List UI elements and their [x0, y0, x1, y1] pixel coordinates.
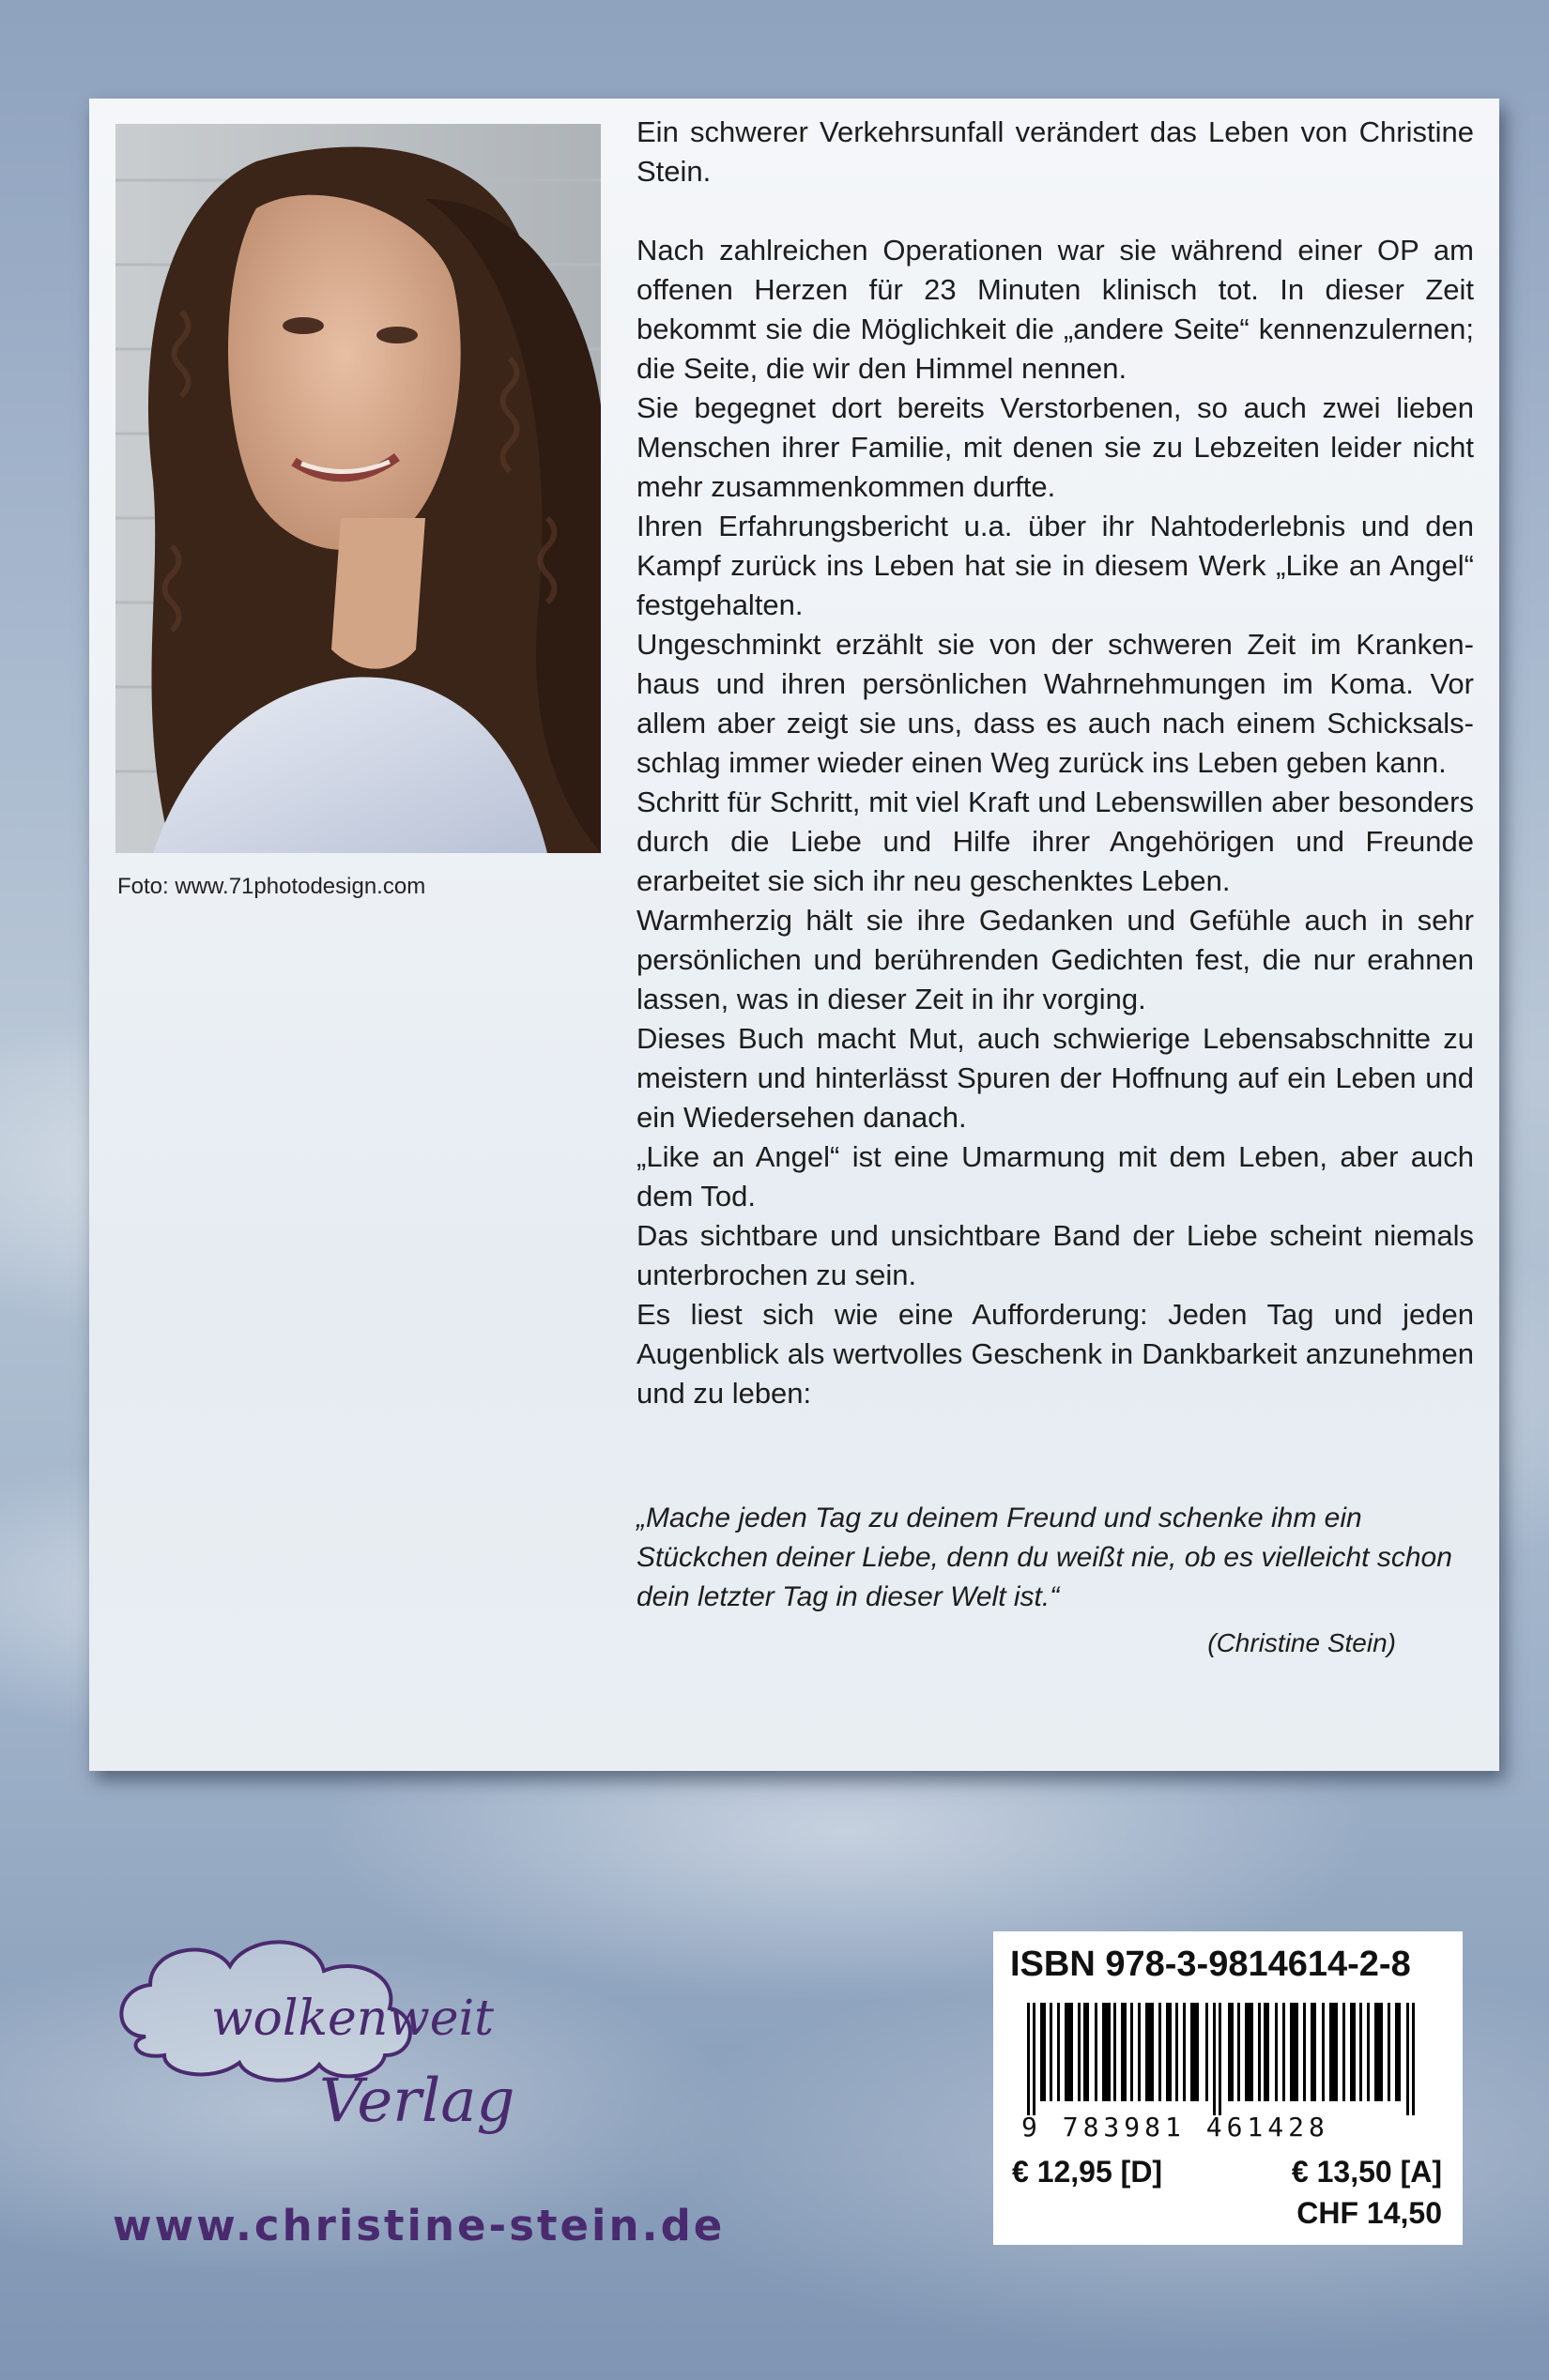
description-paragraph: Warmherzig hält sie ihre Gedanken und Gefühle auch in sehr persönlichen und berührenden Gedichten fest, die nur erahnen lassen, was in dieser Zeit in ihr vorging.	[636, 904, 1474, 1015]
book-description	[636, 113, 1474, 1413]
cloud-logo-icon	[108, 1924, 530, 2159]
description-paragraph: Ihren Erfahrungsbericht u.a. über ihr Nahtoderlebnis und den Kampf zurück ins Leben hat sie in diesem Werk „Like an Angel“ festgehalten.	[636, 510, 1474, 621]
isbn-number: ISBN 978-3-9814614-2-8	[1010, 1945, 1411, 1984]
price-switzerland: CHF 14,50	[1296, 2196, 1442, 2230]
description-paragraph: Nach zahlreichen Operationen war sie während einer OP am offenen Herzen für 23 Minuten klinisch tot. In dieser Zeit bekommt sie die Möglichkeit die „andere Seite“ kennenzulernen; die Seite, die wir den Himmel nennen.	[636, 234, 1474, 385]
logo-text-verlag: Verlag	[319, 2067, 515, 2136]
author-quote: „Mache jeden Tag zu deinem Freund und schenke ihm ein Stückchen deiner Liebe, denn du weißt nie, ob es vielleicht schon dein letzter Tag in dieser Welt ist.“	[636, 1503, 1452, 1612]
description-paragraph: Sie begegnet dort bereits Verstorbenen, so auch zwei lieben Menschen ihrer Familie, mit denen sie zu Lebzeiten leider nicht mehr zusammenkommen durfte.	[636, 391, 1474, 503]
price-austria: € 13,50 [A]	[1291, 2155, 1442, 2189]
description-paragraph: Ein schwerer Verkehrsunfall verändert das Leben von Christine Stein.	[636, 115, 1474, 188]
author-photo	[115, 124, 601, 853]
price-germany: € 12,95 [D]	[1012, 2155, 1163, 2189]
description-paragraph: „Like an Angel“ ist eine Umarmung mit dem Leben, aber auch dem Tod.	[636, 1140, 1474, 1213]
description-paragraph: Dieses Buch macht Mut, auch schwierige Lebensabschnitte zu meistern und hinterlässt Spuren der Hoffnung auf ein Leben und ein Wiedersehen danach.	[636, 1022, 1474, 1134]
description-paragraph: Es liest sich wie eine Aufforderung: Jeden Tag und jeden Augenblick als wertvolles Geschenk in Dankbarkeit anzunehmen und zu leben:	[636, 1298, 1474, 1410]
quote-attribution: (Christine Stein)	[1207, 1628, 1396, 1657]
publisher-logo	[108, 1924, 530, 2159]
barcode-icon	[1021, 2003, 1434, 2115]
isbn-block	[993, 1931, 1463, 2245]
author-portrait-image	[115, 124, 601, 853]
logo-text-wolkenweit: wolkenweit	[211, 1991, 495, 2047]
author-website: www.christine-stein.de	[113, 2201, 726, 2250]
description-paragraph: Das sichtbare und unsichtbare Band der Liebe scheint niemals unterbrochen zu sein.	[636, 1219, 1474, 1291]
description-paragraph: Schritt für Schritt, mit viel Kraft und Lebenswillen aber besonders durch die Liebe und Hilfe ihrer Angehörigen und Freunde erarbeitet sie sich ihr neu geschenktes Leben.	[636, 786, 1474, 897]
barcode-digits: 9 783981 461428	[1021, 2112, 1329, 2143]
photo-credit: Foto: www.71photodesign.com	[117, 874, 426, 899]
description-paragraph: Ungeschminkt erzählt sie von der schweren Zeit im Krankenhaus und ihren persönlichen Wahrnehmungen im Koma. Vor allem aber zeigt sie uns, dass es auch nach einem Schicksalsschlag immer wieder einen Weg zurück ins Leben geben kann.	[636, 628, 1474, 779]
back-cover-panel	[89, 99, 1499, 1771]
